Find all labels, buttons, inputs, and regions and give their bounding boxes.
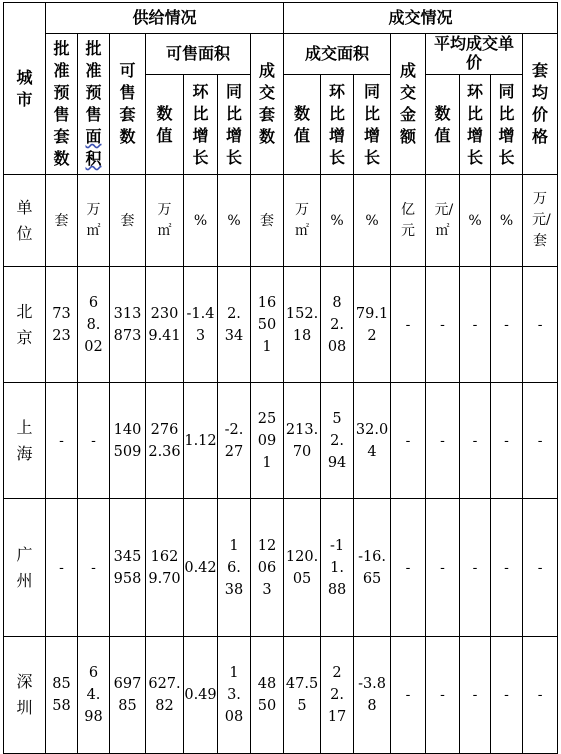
data-cell: - [391, 383, 426, 499]
data-cell: 345958 [110, 499, 146, 637]
data-cell: 152.18 [284, 267, 321, 383]
data-cell: - [491, 383, 523, 499]
data-cell: - [46, 499, 78, 637]
data-cell: 0.42 [184, 499, 218, 637]
data-cell: 313873 [110, 267, 146, 383]
data-cell: 12063 [251, 499, 284, 637]
data-cell: -16.65 [354, 499, 391, 637]
data-cell: 4850 [251, 637, 284, 754]
deal-area-header: 成交面积 [284, 34, 391, 75]
avail-units-header: 可售套数 [110, 34, 146, 175]
data-cell: 16501 [251, 267, 284, 383]
data-cell: 69785 [110, 637, 146, 754]
data-cell: - [460, 637, 491, 754]
data-cell: - [460, 499, 491, 637]
data-cell: - [426, 383, 460, 499]
data-cell: 22.17 [321, 637, 354, 754]
data-cell: -3.88 [354, 637, 391, 754]
deal-value-header: 数值 [284, 75, 321, 175]
unit-cell: 亿元 [391, 175, 426, 267]
city-name: 广州 [4, 499, 46, 637]
data-cell: - [426, 499, 460, 637]
unit-cell: 套 [251, 175, 284, 267]
unit-cell: 万㎡ [78, 175, 110, 267]
data-cell: 16.38 [218, 499, 251, 637]
deal-header: 成交情况 [284, 3, 558, 34]
data-cell: - [491, 499, 523, 637]
data-cell: 13.08 [218, 637, 251, 754]
supply-header: 供给情况 [46, 3, 284, 34]
unit-cell: % [354, 175, 391, 267]
data-cell: 32.04 [354, 383, 391, 499]
data-cell: - [460, 383, 491, 499]
data-cell: -2.27 [218, 383, 251, 499]
deal-mom-header: 环比增长 [321, 75, 354, 175]
table-row [4, 637, 558, 754]
approved-area-header: 批准预售面积 [78, 34, 110, 175]
data-cell: - [46, 383, 78, 499]
data-cell: - [523, 499, 558, 637]
unit-cell: 套 [46, 175, 78, 267]
data-cell: - [491, 267, 523, 383]
unit-cell: % [321, 175, 354, 267]
data-cell: 1629.70 [146, 499, 184, 637]
housing-market-table [3, 2, 558, 754]
avail-mom-header: 环比增长 [184, 75, 218, 175]
avg-mom-header: 环比增长 [460, 75, 491, 175]
data-cell: -1.43 [184, 267, 218, 383]
unit-cell: 元/㎡ [426, 175, 460, 267]
data-cell: - [426, 637, 460, 754]
avail-area-header: 可售面积 [146, 34, 251, 75]
data-cell: 25091 [251, 383, 284, 499]
table-row [4, 499, 558, 637]
data-cell: 2762.36 [146, 383, 184, 499]
city-name: 北京 [4, 267, 46, 383]
data-cell: - [391, 499, 426, 637]
data-cell: - [523, 383, 558, 499]
unit-cell: % [460, 175, 491, 267]
avg-value-header: 数值 [426, 75, 460, 175]
city-name: 上海 [4, 383, 46, 499]
data-cell: - [426, 267, 460, 383]
data-cell: - [523, 267, 558, 383]
data-cell: 120.05 [284, 499, 321, 637]
data-cell: 47.55 [284, 637, 321, 754]
avail-yoy-header: 同比增长 [218, 75, 251, 175]
avg-price-header: 平均成交单价 [426, 34, 523, 75]
data-cell: 68.02 [78, 267, 110, 383]
data-cell: 2309.41 [146, 267, 184, 383]
unit-cell: 万㎡ [284, 175, 321, 267]
unit-price-header: 套均价格 [523, 34, 558, 175]
unit-cell: 套 [110, 175, 146, 267]
deal-amount-header: 成交金额 [391, 34, 426, 175]
data-cell: - [491, 637, 523, 754]
approved-units-header: 批准预售套数 [46, 34, 78, 175]
data-cell: 7323 [46, 267, 78, 383]
data-cell: 8558 [46, 637, 78, 754]
units-row [4, 175, 558, 267]
deal-yoy-header: 同比增长 [354, 75, 391, 175]
unit-cell: % [184, 175, 218, 267]
data-cell: - [391, 267, 426, 383]
avail-value-header: 数值 [146, 75, 184, 175]
table-row [4, 267, 558, 383]
unit-cell: % [218, 175, 251, 267]
data-cell: - [78, 383, 110, 499]
data-cell: 140509 [110, 383, 146, 499]
data-cell: 79.12 [354, 267, 391, 383]
data-cell: - [78, 499, 110, 637]
unit-cell: 万元/套 [523, 175, 558, 267]
unit-cell: 万㎡ [146, 175, 184, 267]
data-cell: -11.88 [321, 499, 354, 637]
data-cell: - [523, 637, 558, 754]
data-cell: - [391, 637, 426, 754]
data-cell: 1.12 [184, 383, 218, 499]
data-cell: 2.34 [218, 267, 251, 383]
unit-cell: % [491, 175, 523, 267]
avg-yoy-header: 同比增长 [491, 75, 523, 175]
data-cell: 52.94 [321, 383, 354, 499]
city-name: 深圳 [4, 637, 46, 754]
data-cell: 0.49 [184, 637, 218, 754]
data-cell: 64.98 [78, 637, 110, 754]
units-label: 单位 [4, 175, 46, 267]
city-header: 城市 [4, 3, 46, 175]
data-cell: 82.08 [321, 267, 354, 383]
table-row [4, 383, 558, 499]
data-cell: 627.82 [146, 637, 184, 754]
data-cell: - [460, 267, 491, 383]
data-cell: 213.70 [284, 383, 321, 499]
deal-units-header: 成交套数 [251, 34, 284, 175]
